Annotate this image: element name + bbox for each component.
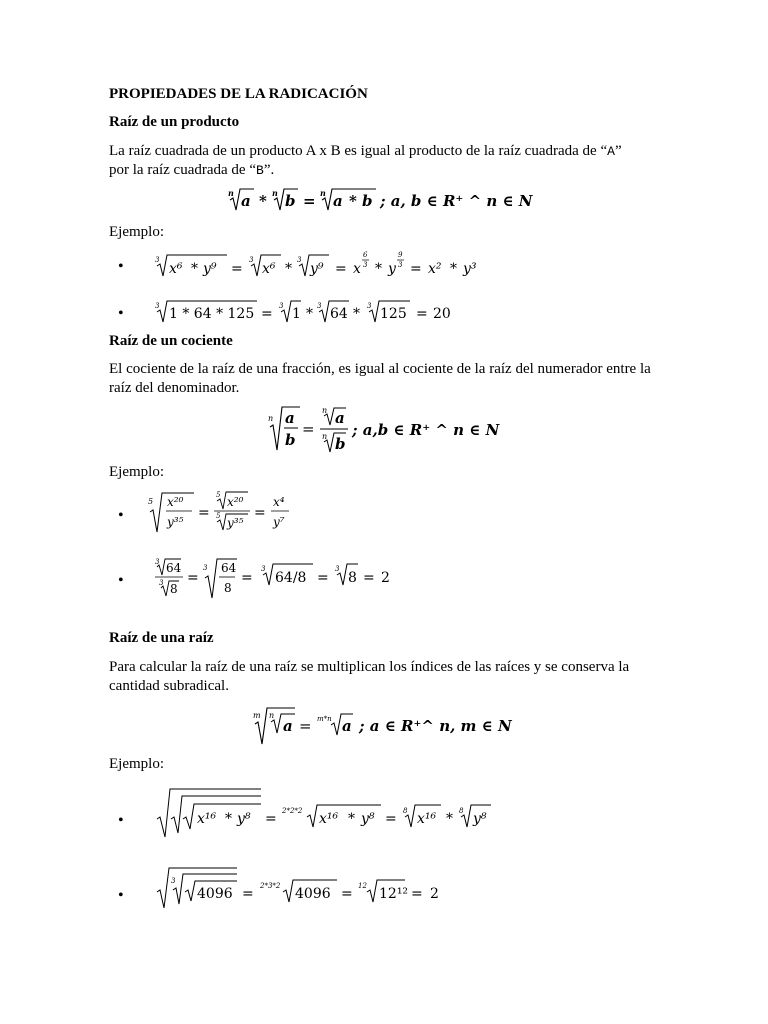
section-heading-producto: Raíz de un producto bbox=[109, 114, 240, 130]
radical-index: 3 bbox=[155, 256, 160, 264]
example-label: Ejemplo: bbox=[109, 224, 164, 240]
math-symbol: 125 bbox=[380, 306, 407, 322]
fraction-num: 6 bbox=[363, 251, 368, 259]
math-symbol: * bbox=[375, 261, 382, 277]
radical-index: 2*3*2 bbox=[260, 882, 281, 890]
math-symbol: 64 bbox=[221, 561, 237, 575]
formula-condition: ; a,b ∈ R⁺ ^ n ∈ N bbox=[352, 421, 500, 439]
section-text-raiz: Para calcular la raíz de una raíz se multiplican los índices de las raíces y se conserva la cantidad subradical. bbox=[109, 659, 630, 694]
math-symbol: * bbox=[446, 811, 453, 827]
radical-index: 8 bbox=[459, 807, 464, 815]
math-symbol: * bbox=[348, 811, 355, 827]
radical-index: n bbox=[322, 406, 328, 415]
radical-index: n bbox=[320, 188, 326, 198]
radical-index: n bbox=[228, 188, 234, 198]
radical-index: 3 bbox=[203, 564, 208, 572]
example-quotient-2 bbox=[155, 556, 415, 602]
section-heading-cociente: Raíz de un cociente bbox=[109, 333, 233, 349]
bullet: • bbox=[118, 507, 124, 524]
math-symbol: b bbox=[362, 192, 373, 210]
radical-index: 3 bbox=[171, 877, 176, 885]
math-symbol: x bbox=[353, 261, 361, 277]
math-symbol: * bbox=[285, 261, 292, 277]
formula-quotient bbox=[268, 405, 528, 457]
radical-index: 3 bbox=[335, 565, 340, 573]
math-symbol: = bbox=[242, 886, 254, 902]
text-mono: B bbox=[256, 163, 264, 178]
example-label: Ejemplo: bbox=[109, 756, 164, 772]
math-symbol: b bbox=[335, 435, 346, 453]
text-line: ” bbox=[614, 143, 622, 159]
bullet: • bbox=[118, 887, 124, 904]
math-symbol: * bbox=[225, 811, 232, 827]
radical-index: 5 bbox=[216, 512, 221, 520]
math-symbol: x² bbox=[428, 261, 442, 277]
math-symbol: b bbox=[285, 431, 296, 449]
radical-index: n bbox=[272, 188, 278, 198]
math-symbol: * bbox=[259, 192, 267, 210]
math-symbol: * bbox=[306, 306, 313, 322]
math-symbol: 1 bbox=[292, 306, 301, 322]
page-title: PROPIEDADES DE LA RADICACIÓN bbox=[109, 86, 368, 102]
bullet: • bbox=[118, 572, 124, 589]
math-symbol: = bbox=[241, 570, 253, 586]
math-symbol: x⁶ bbox=[262, 261, 276, 277]
radical-index: 3 bbox=[297, 256, 302, 264]
math-symbol: x²⁰ bbox=[167, 495, 184, 509]
math-symbol: 12¹² bbox=[379, 886, 409, 902]
math-symbol: = bbox=[317, 570, 329, 586]
formula-condition: ; a, b ∈ R⁺ ^ n ∈ N bbox=[380, 192, 533, 210]
formula-root-of-root bbox=[253, 706, 533, 748]
math-symbol: y⁸ bbox=[237, 811, 251, 827]
math-symbol: 2 bbox=[430, 886, 439, 902]
math-symbol: x⁴ bbox=[273, 495, 285, 509]
math-symbol: 8 bbox=[224, 581, 232, 595]
math-symbol: = bbox=[416, 306, 428, 322]
math-symbol: * bbox=[353, 306, 360, 322]
math-symbol: 64/8 bbox=[275, 570, 307, 586]
math-symbol: * bbox=[450, 261, 457, 277]
fraction-den: 3 bbox=[398, 261, 403, 269]
math-symbol: x¹⁶ bbox=[319, 811, 339, 827]
math-symbol: = bbox=[363, 570, 375, 586]
math-symbol: * bbox=[349, 192, 357, 210]
math-symbol: = bbox=[385, 811, 397, 827]
example-product-1 bbox=[155, 250, 495, 282]
math-symbol: y³⁵ bbox=[167, 515, 184, 529]
math-symbol: 20 bbox=[433, 306, 451, 322]
math-symbol: y bbox=[388, 261, 396, 277]
radical-index: 3 bbox=[261, 565, 266, 573]
formula-condition: ; a ∈ R⁺^ n, m ∈ N bbox=[359, 717, 512, 735]
math-symbol: = bbox=[299, 717, 312, 735]
section-text-producto bbox=[109, 142, 669, 180]
math-symbol: y⁸ bbox=[361, 811, 375, 827]
radical-index: m*n bbox=[317, 715, 332, 723]
math-symbol: 2 bbox=[381, 570, 390, 586]
math-symbol: = bbox=[198, 505, 210, 521]
radical-index: 8 bbox=[403, 807, 408, 815]
formula-product bbox=[228, 186, 548, 216]
radical-index: 3 bbox=[317, 302, 322, 310]
text-line: por la raíz cuadrada de “ bbox=[109, 162, 256, 178]
math-symbol: 64 bbox=[330, 306, 348, 322]
bullet: • bbox=[118, 305, 124, 322]
math-symbol: y³ bbox=[463, 261, 477, 277]
math-symbol: = bbox=[411, 886, 423, 902]
radical-index: n bbox=[269, 711, 275, 720]
math-symbol: = bbox=[410, 261, 422, 277]
radical-index: 3 bbox=[249, 256, 254, 264]
math-symbol: = bbox=[335, 261, 347, 277]
math-symbol: = bbox=[254, 505, 266, 521]
math-symbol: = bbox=[341, 886, 353, 902]
math-symbol: = bbox=[231, 261, 243, 277]
math-symbol: = bbox=[187, 570, 199, 586]
math-symbol: * bbox=[191, 261, 198, 277]
radical-index: 3 bbox=[367, 302, 372, 310]
math-symbol: 8 bbox=[348, 570, 357, 586]
text-line: ”. bbox=[263, 162, 275, 178]
radical-index: 3 bbox=[159, 579, 164, 587]
radical-index: 5 bbox=[148, 497, 154, 506]
math-symbol: x²⁰ bbox=[227, 495, 244, 509]
math-symbol: x¹⁶ bbox=[197, 811, 217, 827]
text-line: La raíz cuadrada de un producto A x B es igual al producto de la raíz cuadrada de “ bbox=[109, 143, 608, 159]
radical-index: 2*2*2 bbox=[282, 807, 303, 815]
math-symbol: a bbox=[335, 409, 345, 427]
math-symbol: x¹⁶ bbox=[417, 811, 437, 827]
radical-index: 3 bbox=[155, 302, 160, 310]
math-symbol: 64 bbox=[166, 561, 182, 575]
example-root-of-root-2 bbox=[155, 864, 475, 912]
section-heading-raiz: Raíz de una raíz bbox=[109, 630, 214, 646]
fraction-num: 9 bbox=[398, 251, 403, 259]
math-symbol: y⁸ bbox=[473, 811, 487, 827]
math-symbol: = bbox=[261, 306, 273, 322]
math-symbol: b bbox=[285, 192, 296, 210]
math-symbol: = bbox=[265, 811, 277, 827]
example-product-2 bbox=[155, 296, 485, 326]
math-symbol: y³⁵ bbox=[227, 516, 244, 530]
math-symbol: a bbox=[333, 192, 343, 210]
math-symbol: y⁹ bbox=[310, 261, 324, 277]
math-symbol: a bbox=[241, 192, 251, 210]
math-symbol: 4096 bbox=[295, 886, 331, 902]
fraction-den: 3 bbox=[363, 261, 368, 269]
math-symbol: y⁹ bbox=[203, 261, 217, 277]
math-symbol: = bbox=[303, 192, 316, 210]
math-symbol: = bbox=[302, 420, 315, 438]
bullet: • bbox=[118, 258, 124, 275]
radical-index: 3 bbox=[279, 302, 284, 310]
radical-index: n bbox=[268, 414, 274, 423]
text-mono: A bbox=[607, 144, 615, 159]
math-symbol: a bbox=[285, 409, 295, 427]
radical-index: 3 bbox=[155, 558, 160, 566]
radical-index: 12 bbox=[358, 882, 367, 890]
math-symbol: a bbox=[283, 717, 293, 735]
section-text-cociente: El cociente de la raíz de una fracción, es igual al cociente de la raíz del numerador entre la raíz del denominador. bbox=[109, 361, 651, 396]
example-root-of-root-1 bbox=[155, 785, 505, 841]
math-symbol: 1 * 64 * 125 bbox=[169, 306, 255, 322]
math-symbol: 4096 bbox=[197, 886, 233, 902]
math-symbol: y⁷ bbox=[273, 515, 285, 529]
math-symbol: x⁶ bbox=[169, 261, 183, 277]
bullet: • bbox=[118, 812, 124, 829]
radical-index: n bbox=[322, 432, 328, 441]
example-quotient-1 bbox=[148, 490, 308, 536]
radical-index: 5 bbox=[216, 491, 221, 499]
math-symbol: 8 bbox=[170, 582, 178, 596]
radical-index: m bbox=[253, 711, 261, 720]
example-label: Ejemplo: bbox=[109, 464, 164, 480]
math-symbol: a bbox=[342, 717, 352, 735]
